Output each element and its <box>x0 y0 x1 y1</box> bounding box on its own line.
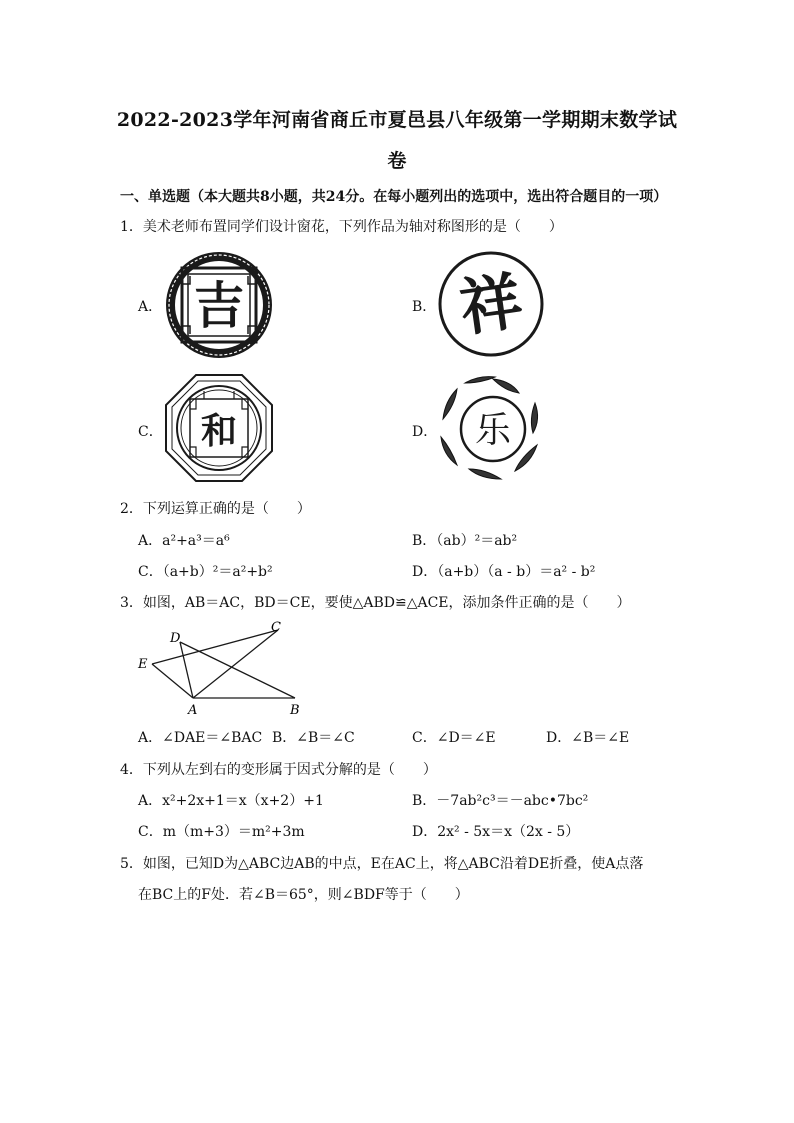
page-title-line2: 卷 <box>387 150 407 172</box>
q1-option-b-figure <box>437 250 545 358</box>
q3-label-d: D <box>170 631 181 646</box>
q5-line2: 在BC上的F处．若∠B＝65°，则∠BDF等于（ ） <box>138 887 469 903</box>
q1-option-d-label: D． <box>412 424 438 440</box>
q3-label-a: A <box>188 703 198 718</box>
q3-option-c: C．∠D＝∠E <box>412 730 496 746</box>
q4-stem: 4．下列从左到右的变形属于因式分解的是（ ） <box>120 762 437 778</box>
q3-segment-db <box>180 642 295 698</box>
q4-option-b: B．－7ab²c³＝－abc•7bc² <box>412 793 589 809</box>
q1-option-b-label: B． <box>412 299 437 315</box>
q3-figure <box>130 618 320 718</box>
page-title-line1: 2022-2023学年河南省商丘市夏邑县八年级第一学期期末数学试 <box>116 109 678 131</box>
q3-option-d: D．∠B＝∠E <box>546 730 630 746</box>
q3-segment-ac <box>193 630 278 698</box>
q3-label-c: C <box>271 620 281 635</box>
section-heading: 一、单选题（本大题共8小题，共24分。在每小题列出的选项中，选出符合题目的一项） <box>120 189 668 205</box>
q4-option-a: A．x²+2x+1＝x（x+2）+1 <box>138 793 324 809</box>
q3-option-b: B．∠B＝∠C <box>272 730 355 746</box>
q1-option-a-label: A． <box>138 299 163 315</box>
q3-label-e: E <box>138 657 148 672</box>
q2-option-c: C．（a+b）²＝a²+b² <box>138 564 273 580</box>
q5-line1: 5．如图，已知D为△ABC边AB的中点，E在AC上，将△ABC沿着DE折叠，使A点落 <box>120 856 644 872</box>
q3-stem: 3．如图，AB＝AC，BD＝CE，要使△ABD≌△ACE，添加条件正确的是（ ） <box>120 595 631 611</box>
q2-stem: 2．下列运算正确的是（ ） <box>120 501 311 517</box>
q1-option-b-char: 祥 <box>455 264 527 345</box>
q2-option-d: D．（a+b）（a - b）＝a² - b² <box>412 564 596 580</box>
q3-option-a: A．∠DAE＝∠BAC <box>138 730 263 746</box>
q1-option-a-figure <box>164 250 274 360</box>
q1-option-c-char: 和 <box>200 411 238 452</box>
q1-option-c-figure <box>164 373 274 483</box>
q1-option-d-char: 乐 <box>474 410 512 451</box>
q1-option-a-char: 吉 <box>194 277 244 335</box>
q1-option-d-figure <box>437 373 549 485</box>
q2-option-a: A．a²+a³＝a⁶ <box>138 533 230 549</box>
q2-option-b: B．（ab）²＝ab² <box>412 533 518 549</box>
q4-option-c: C．m（m+3）＝m²+3m <box>138 824 305 840</box>
q1-option-c-label: C． <box>138 424 163 440</box>
q4-option-d: D．2x² - 5x＝x（2x - 5） <box>412 824 580 840</box>
q1-stem: 1．美术老师布置同学们设计窗花，下列作品为轴对称图形的是（ ） <box>120 219 563 235</box>
q3-label-b: B <box>290 703 300 718</box>
